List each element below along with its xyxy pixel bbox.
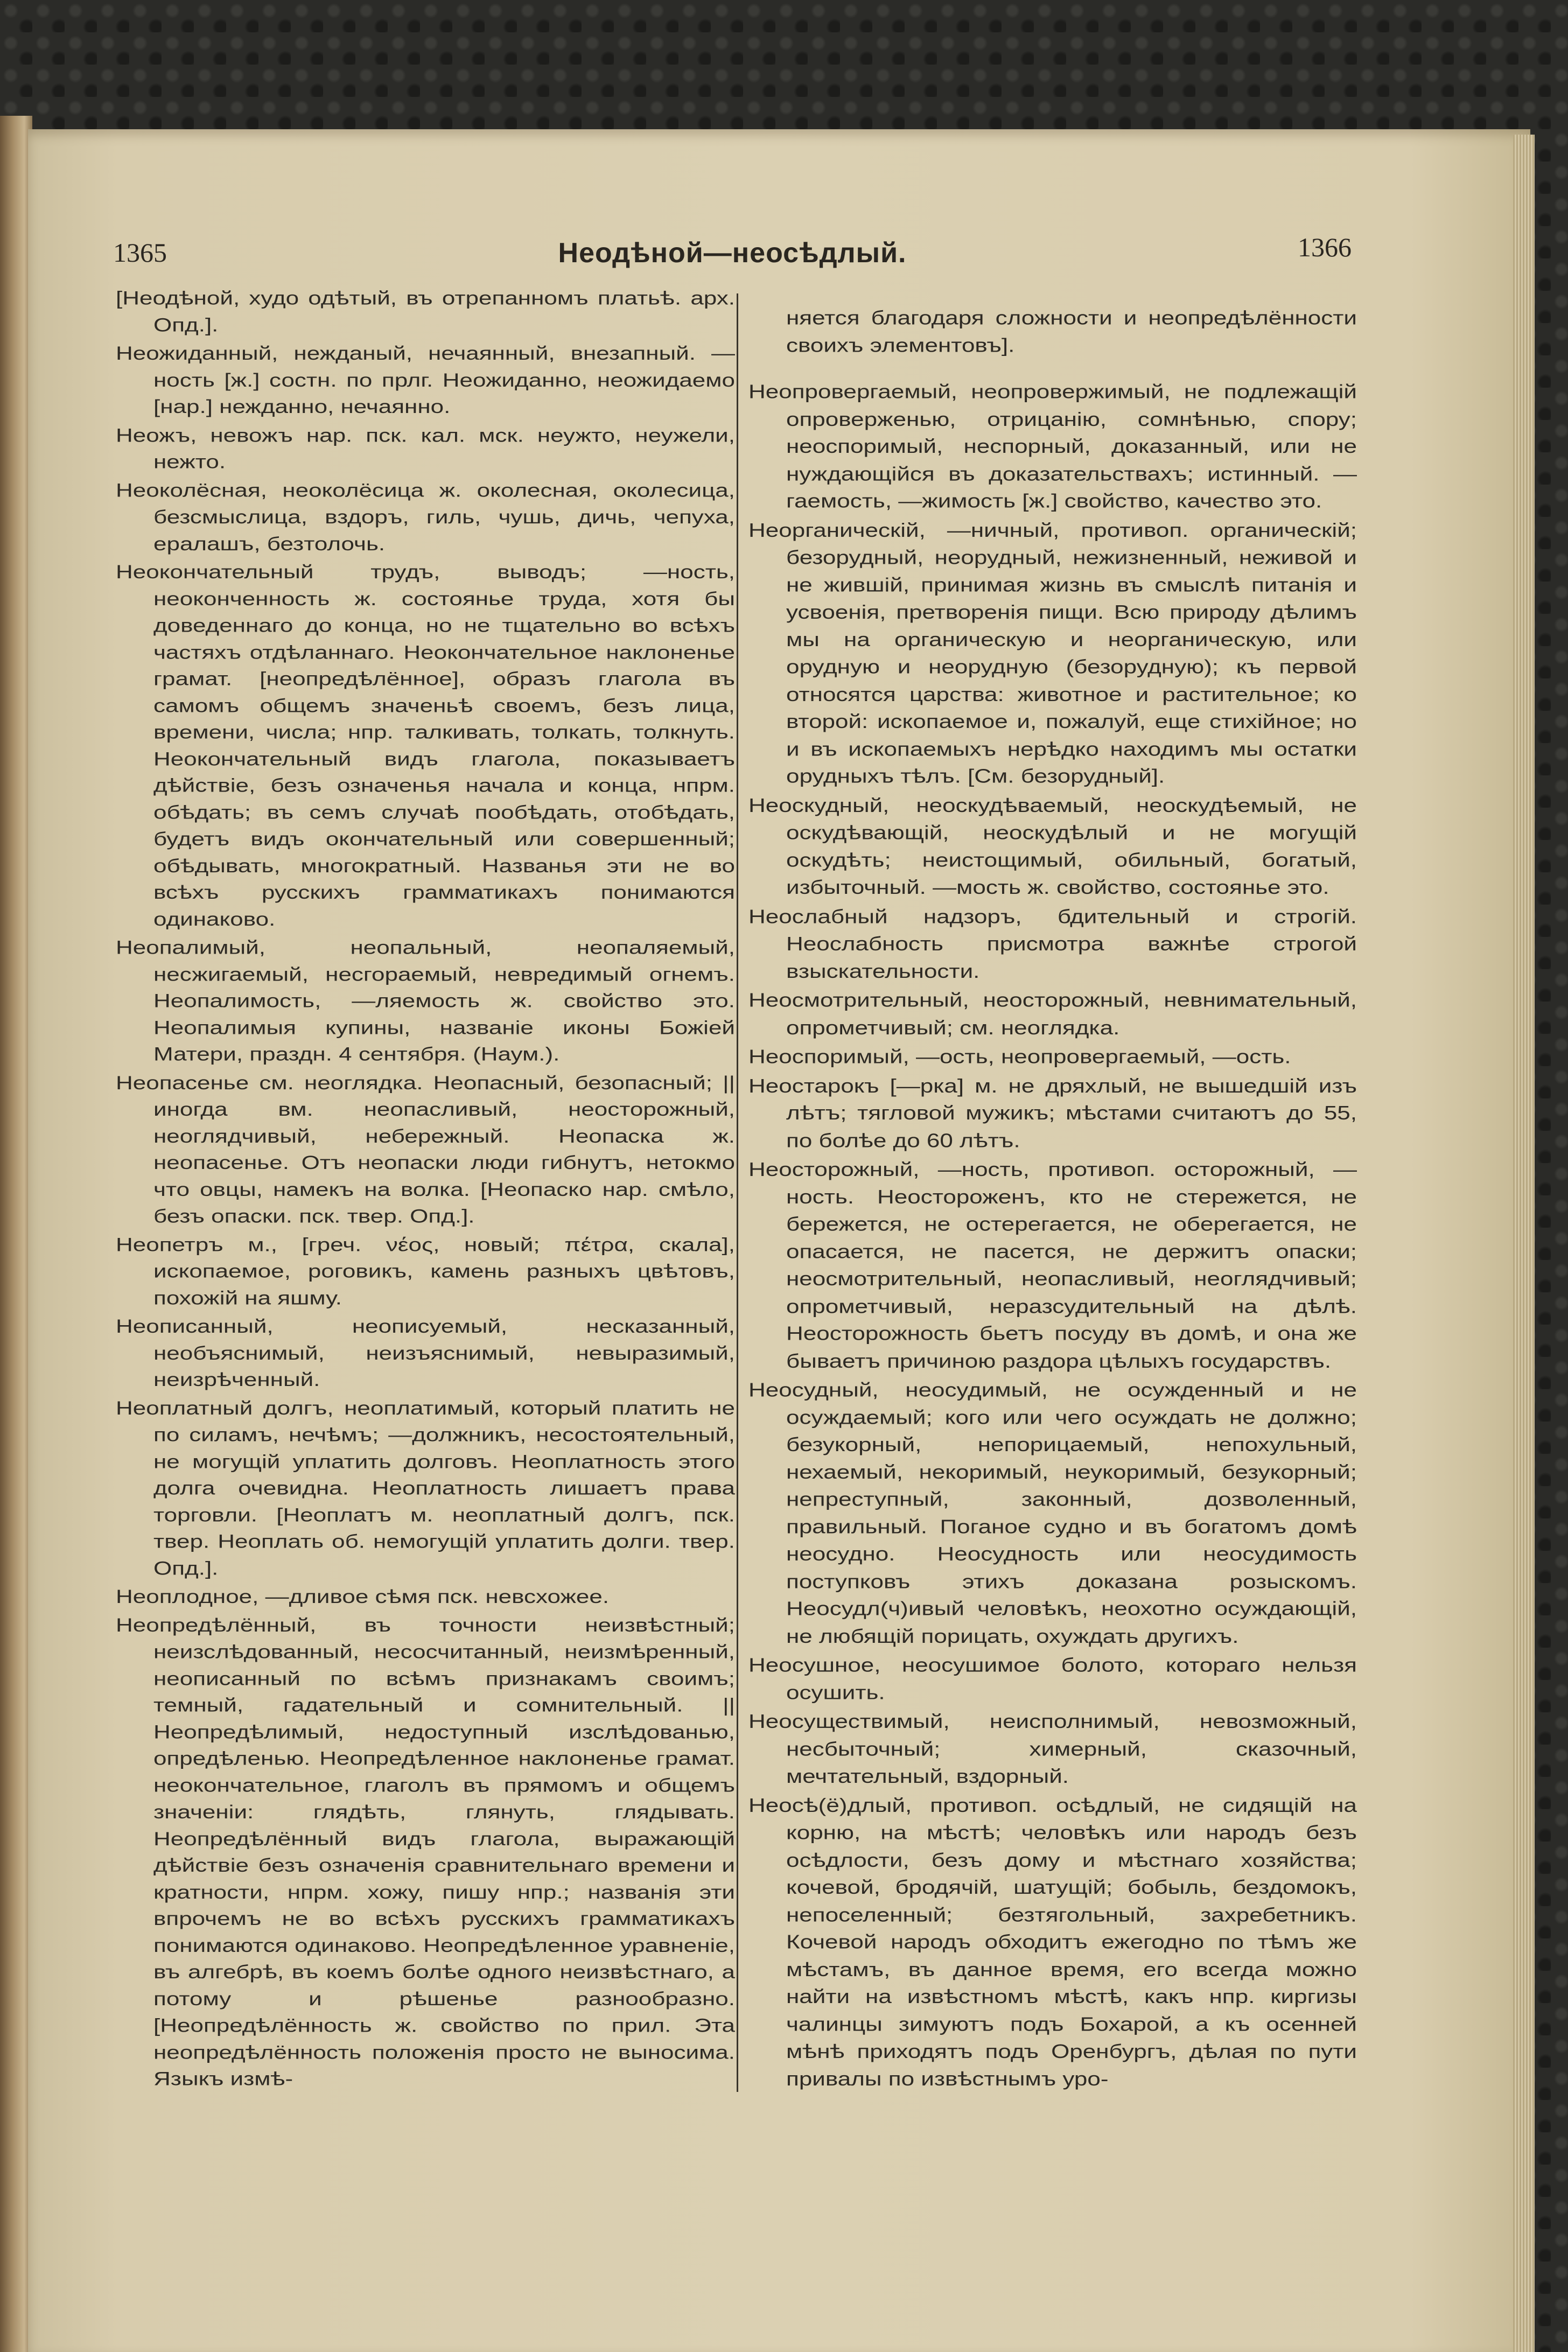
dictionary-entry: Неопровергаемый, неопровержимый, не подлежащій опроверженью, отрицанію, сомнѣнью, спору; неоспоримый, неспорный, доказанный, или не нуждающійся въ доказательствахъ; истинный. —гаемость, —жимость [ж.] свойство, качество это. [748,381,1357,512]
dictionary-entry: Неописанный, неописуемый, несказанный, необъяснимый, неизъяснимый, невыразимый, неизрѣченный. [116,1315,735,1391]
right-column [748,285,1357,2095]
dictionary-entry: Неорганическій, —ничный, противоп. органическій; безорудный, неорудный, нежизненный, неживой и не жившій, принимая жизнь въ смыслѣ питанія и усвоенія, претворенія пищи. Всю природу дѣлимъ мы на органическую и неорганическую, или орудную и неорудную (безорудную); къ первой относятся царства: животное и растительное; ко второй: ископаемое и, пожалуй, еще стихійное; но и въ ископаемыхъ нерѣдко находимъ мы остатки орудныхъ тѣлъ. [См. безорудный]. [748,520,1357,787]
dictionary-entry: Неопасенье см. неоглядка. Неопасный, безопасный; || иногда вм. неопасливый, неосторожный, неоглядчивый, небережный. Неопаска ж. неопасенье. Отъ неопаски люди гибнутъ, нетокмо что овцы, намекъ на волка. [Неопаско нар. смѣло, безъ опаски. пск. твер. Опд.]. [116,1072,735,1227]
dictionary-entry: Неосушное, неосушимое болото, котораго нельзя осушить. [748,1654,1357,1704]
dictionary-entry: Неопетръ м., [греч. νέος, новый; πέτρα, скала], ископаемое, роговикъ, камень разныхъ цвѣтовъ, похожій на яшму. [116,1234,735,1309]
dictionary-entry: Неосторожный, —ность, противоп. осторожный, —ность. Неостороженъ, кто не стережется, не бережется, не остерегается, не обeрегается, не опасается, не пасется, не держитъ опаски; неосмотрительный, неопасливый, неоглядчивый; опрометчивый, неразсудительный на дѣлѣ. Неосторожность бьетъ посуду въ домѣ, и она же бываетъ причиною раздора цѣлыхъ государствъ. [748,1159,1357,1372]
dictionary-entry: Неослабный надзоръ, бдительный и строгій. Неослабность присмотра важнѣе строгой взыскательности. [748,906,1357,982]
dictionary-entry: [Неодѣной, худо одѣтый, въ отрепанномъ платьѣ. арх. Опд.]. [116,288,735,336]
dictionary-entry-continuation: няется благодаря сложности и неопредѣлённости своихъ элементовъ]. [786,307,1357,356]
dictionary-entry: Неоплатный долгъ, неоплатимый, который платить не по силамъ, нечѣмъ; —должникъ, несостоятельный, не могущій уплатить долговъ. Неоплатность этого долга очевидна. Неоплатность лишаетъ права торговли. [Неоплатъ м. неоплатный долгъ, пск. твер. Неоплать об. немогущій уплатить долги. твер. Опд.]. [116,1397,735,1579]
dictionary-entry: Неосѣ(ё)длый, противоп. осѣдлый, не сидящій на корню, на мѣстѣ; человѣкъ или народъ безъ осѣдлости, безъ дому и мѣстнаго хозяйства; кочевой, бродячій, шатущій; бобыль, бездомокъ, непоселенный; безтягольный, захребетникъ. Кочевой народъ обходитъ ежегодно по тѣмъ же мѣстамъ, въ данное время, его всегда можно найти на извѣстномъ мѣстѣ, какъ нпр. киргизы чалинцы зимуютъ подъ Бохарой, а къ осенней мѣнѣ приходятъ подъ Оренбургъ, дѣлая по пути привалы по извѣстнымъ уро- [748,1795,1357,2090]
left-column [116,285,735,2095]
dictionary-entry: Неосмотрительный, неосторожный, невнимательный, опрометчивый; см. неоглядка. [748,989,1357,1039]
page-stack-edge [1513,135,1535,2352]
dictionary-entry: Неостарокъ [—рка] м. не дряхлый, не вышедшій изъ лѣтъ; тягловой мужикъ; мѣстами считаютъ до 55, по болѣе до 60 лѣтъ. [748,1075,1357,1152]
left-page-edge [0,116,32,2352]
dictionary-entry: Неокончательный трудъ, выводъ; —ность, неоконченность ж. состоянье труда, хотя бы доведеннаго до конца, но не тщательно во всѣхъ частяхъ отдѣланнаго. Неокончательное наклоненье грамат. [неопредѣлённое], образъ глагола въ самомъ общемъ значеньѣ своемъ, безъ лица, времени, числа; нпр. талкивать, толкать, толкнуть. Неокончательный видъ глагола, показываетъ дѣйствіе, безъ означенья начала и конца, нпрм. обѣдать; въ семъ случаѣ пообѣдать, отобѣдать, будетъ видъ окончательный или совершенный; обѣдывать, многократный. Названья эти не во всѣхъ русскихъ грамматикахъ понимаются одинаково. [116,562,735,930]
dictionary-entry: Неоплодное, —дливое сѣмя пск. невсхожее. [116,1586,610,1607]
left-page-number: 1365 [113,237,167,268]
dictionary-entry: Неоспоримый, —ость, неопровергаемый, —ость. [748,1046,1291,1068]
dictionary-entry: Неожъ, невожъ нар. пск. кал. мск. неужто, неужели, нежто. [116,424,735,473]
dictionary-entry: Неоскудный, неоскудѣваемый, неоскудѣемый, не оскудѣвающій, неоскудѣлый и не могущій оскудѣть; неистощимый, обильный, богатый, избыточный. —мость ж. свойство, состоянье это. [748,795,1357,899]
dictionary-entry: Неопалимый, неопальный, неопаляемый, несжигаемый, несгораемый, невредимый огнемъ. Неопалимость, —ляемость ж. свойство это. Неопалимыя купины, названіе иконы Божіей Матери, праздн. 4 сентября. (Наум.). [116,937,735,1065]
dictionary-entry: Неоколёсная, неоколёсица ж. околесная, околесица, безсмыслица, вздоръ, гиль, чушь, дичь, чепуха, ералашъ, безтолочь. [116,480,735,555]
column-divider [737,293,738,2092]
right-page-number: 1366 [1298,232,1352,262]
running-title: Неодѣной—неосѣдлый. [558,237,907,269]
dictionary-entry: Неосудный, неосудимый, не осужденный и не осуждаемый; кого или чего осуждать не должно; безукорный, непорицаемый, непохульный, нехаемый, некоримый, неукоримый, безукорный; непреступный, законный, дозволенный, правильный. Поганое судно и въ богатомъ домѣ неосудно. Неосудность или неосудимость поступковъ этихъ доказана розыскомъ. Неосудл(ч)ивый человѣкъ, неохотно осуждающій, не любящій порицать, охуждать другихъ. [748,1379,1357,1647]
page-header [113,232,1352,275]
dictionary-entry: Неожиданный, нежданый, нечаянный, внезапный. —ность [ж.] состн. по прлг. Неожиданно, неожидаемо [нар.] нежданно, нечаянно. [116,343,735,418]
dictionary-entry: Неосуществимый, неисполнимый, невозможный, несбыточный; химерный, сказочный, мечтательный, вздорный. [748,1711,1357,1787]
dictionary-entry: Неопредѣлённый, въ точности неизвѣстный; неизслѣдованный, несосчитанный, неизмѣренный, неописанный по всѣмъ признакамъ своимъ; темный, гадательный и сомнительный. || Неопредѣлимый, недоступный изслѣдованью, опредѣленью. Неопредѣленное наклоненье грамат. неокончательное, глаголъ въ прямомъ и общемъ значеніи: глядѣть, глянуть, глядывать. Неопредѣлённый видъ глагола, выражающій дѣйствіе безъ означенія сравнительнаго времени и кратности, нпрм. хожу, пишу нпр.; названія эти впрочемъ не во всѣхъ русскихъ грамматикахъ понимаются одинаково. Неопредѣленное уравненіе, въ алгебрѣ, въ коемъ болѣе одного неизвѣстнаго, а потому и рѣшенье разнообразно. [Неопредѣлённость ж. свойство по прил. Эта неопредѣлённость положенія просто не выносима. Языкъ измѣ- [116,1614,735,2090]
